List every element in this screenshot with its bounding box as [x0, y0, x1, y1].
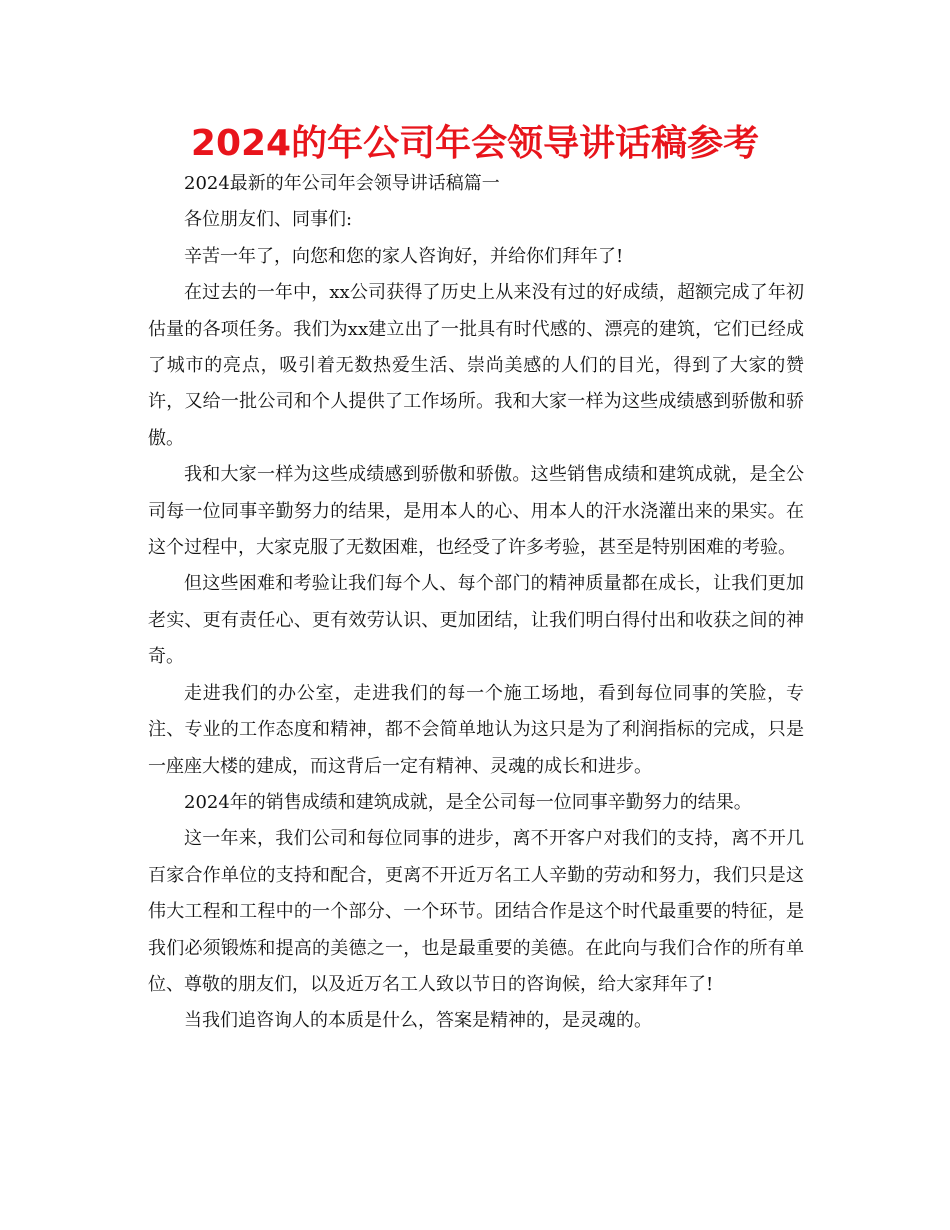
- paragraph: 各位朋友们、同事们:: [184, 209, 353, 231]
- paragraph: 但这些困难和考验让我们每个人、每个部门的精神质量都在成长，让我们更加老实、更有责任心、更有效劳认识、更加团结，让我们明白得付出和收获之间的神奇。: [148, 573, 804, 668]
- document-title: 2024的年公司年会领导讲话稿参考: [190, 123, 760, 164]
- paragraph: 我和大家一样为这些成绩感到骄傲和骄傲。这些销售成绩和建筑成就，是全公司每一位同事辛勤努力的结果，是用本人的心、用本人的汗水浇灌出来的果实。在这个过程中，大家克服了无数困难，也经受了许多考验，甚至是特别困难的考验。: [148, 464, 804, 559]
- paragraph: 辛苦一年了，向您和您的家人咨询好，并给你们拜年了!: [184, 245, 624, 267]
- paragraph: 走进我们的办公室，走进我们的每一个施工场地，看到每位同事的笑脸，专注、专业的工作态度和精神，都不会简单地认为这只是为了利润指标的完成，只是一座座大楼的建成，而这背后一定有精神、灵魂的成长和进步。: [148, 682, 804, 777]
- paragraph: 2024年的销售成绩和建筑成就，是全公司每一位同事辛勤努力的结果。: [184, 791, 752, 813]
- paragraph: 这一年来，我们公司和每位同事的进步，离不开客户对我们的支持，离不开几百家合作单位的支持和配合，更离不开近万名工人辛勤的劳动和努力，我们只是这伟大工程和工程中的一个部分、一个环节。团结合作是这个时代最重要的特征，是我们必须锻炼和提高的美德之一，也是最重要的美德。在此向与我们合作的所有单位、尊敬的朋友们，以及近万名工人致以节日的咨询候，给大家拜年了!: [148, 828, 804, 995]
- paragraph: 当我们追咨询人的本质是什么，答案是精神的，是灵魂的。: [184, 1010, 652, 1032]
- document-body: [148, 166, 804, 1040]
- paragraph: 2024最新的年公司年会领导讲话稿篇一: [184, 173, 500, 194]
- paragraph: 在过去的一年中，xx公司获得了历史上从来没有过的好成绩，超额完成了年初估量的各项任务。我们为xx建立出了一批具有时代感的、漂亮的建筑，它们已经成了城市的亮点，吸引着无数热爱生活、崇尚美感的人们的目光，得到了大家的赞许，又给一批公司和个人提供了工作场所。我和大家一样为这些成绩感到骄傲和骄傲。: [148, 282, 804, 449]
